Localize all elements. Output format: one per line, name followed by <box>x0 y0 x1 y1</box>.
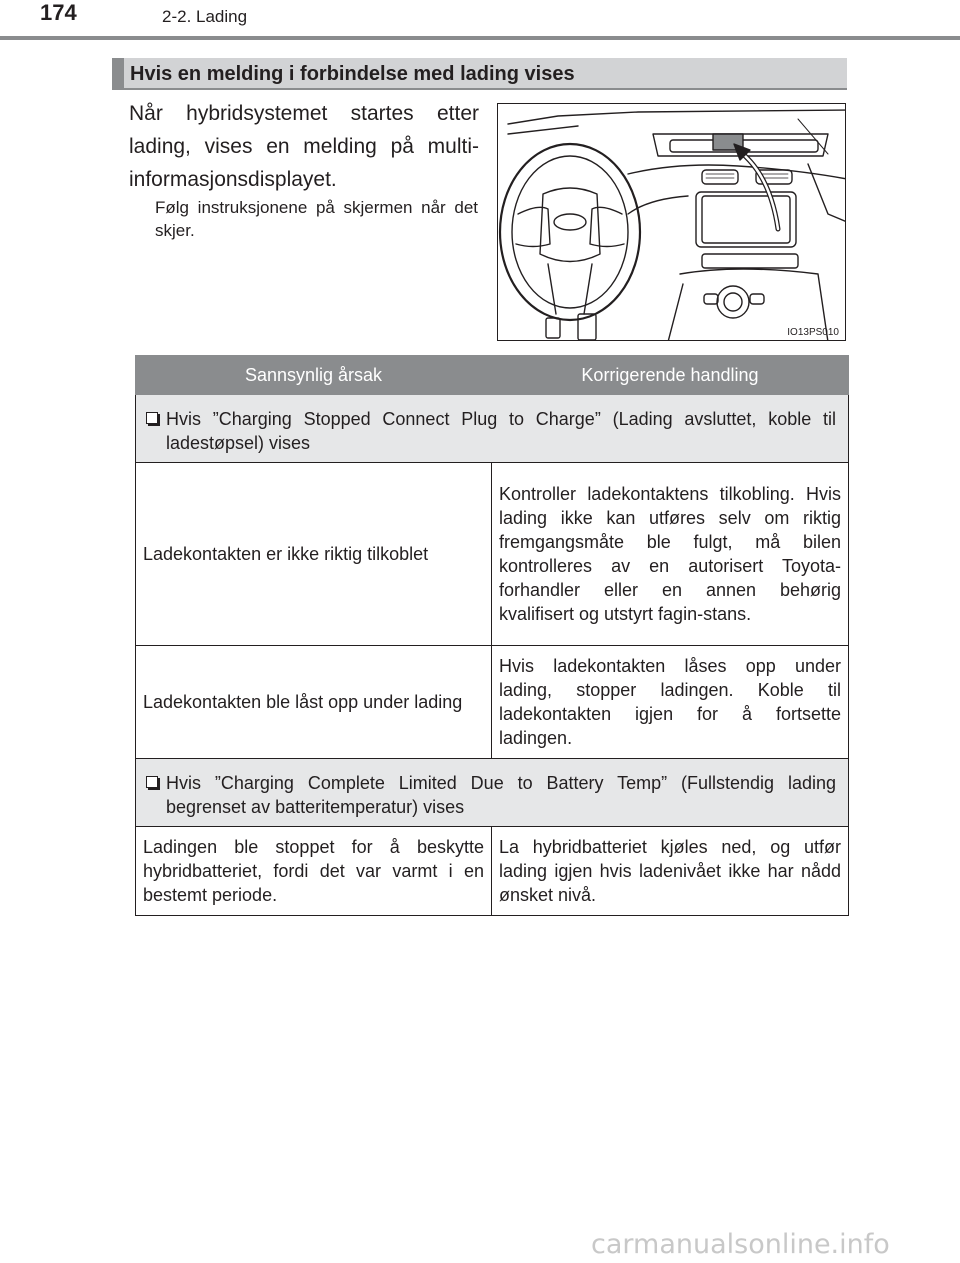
table-row <box>136 463 849 646</box>
table-row <box>136 646 849 759</box>
checkbox-icon <box>146 412 158 424</box>
action-cell: Kontroller ladekontaktens tilkobling. Hvis lading ikke kan utføres selv om riktig fremgangsmåte ble fulgt, må bilen kontrolleres av en autorisert Toyota-forhandler eller en annen behørig kvalifisert og utstyrt fagin-stans. <box>492 463 849 646</box>
intro-paragraph: Når hybridsystemet startes etter lading, vises en melding på multi-informasjonsdisplayet. <box>129 102 479 191</box>
condition-text: Hvis ”Charging Complete Limited Due to Battery Temp” (Fullstendig lading begrenset av batteritemperatur) vises <box>166 773 836 817</box>
illustration-code: IO13PS010 <box>787 327 839 338</box>
page-number: 174 <box>40 0 77 25</box>
column-header-cause: Sannsynlig årsak <box>136 356 492 395</box>
causes-table <box>135 355 849 916</box>
condition-cell <box>136 759 849 827</box>
column-header-action: Korrigerende handling <box>492 356 849 395</box>
section-heading-text: Hvis en melding i forbindelse med lading vises <box>130 63 575 85</box>
condition-row <box>136 759 849 827</box>
note-paragraph: Følg instruksjonene på skjermen når det skjer. <box>155 198 478 240</box>
action-cell: La hybridbatteriet kjøles ned, og utfør lading igjen hvis ladenivået ikke har nådd ønsket nivå. <box>492 827 849 916</box>
cause-cell: Ladekontakten er ikke riktig tilkoblet <box>136 463 492 646</box>
table-row <box>136 827 849 916</box>
action-cell: Hvis ladekontakten låses opp under lading, stopper ladingen. Koble til ladekontakten igjen for å fortsette ladingen. <box>492 646 849 759</box>
table-header-row <box>136 356 849 395</box>
cause-cell: Ladekontakten ble låst opp under lading <box>136 646 492 759</box>
header-rule <box>0 36 960 40</box>
section-title: 2-2. Lading <box>162 7 248 26</box>
dashboard-drawing <box>498 104 846 341</box>
dashboard-illustration <box>497 103 846 341</box>
section-heading <box>112 58 847 90</box>
cause-cell: Ladingen ble stoppet for å beskytte hybridbatteriet, fordi det var varmt i en bestemt periode. <box>136 827 492 916</box>
checkbox-icon <box>146 776 158 788</box>
condition-text: Hvis ”Charging Stopped Connect Plug to Charge” (Lading avsluttet, koble til ladestøpsel) vises <box>166 409 836 453</box>
condition-row <box>136 395 849 463</box>
watermark: carmanualsonline.info <box>591 1229 890 1260</box>
condition-cell <box>136 395 849 463</box>
